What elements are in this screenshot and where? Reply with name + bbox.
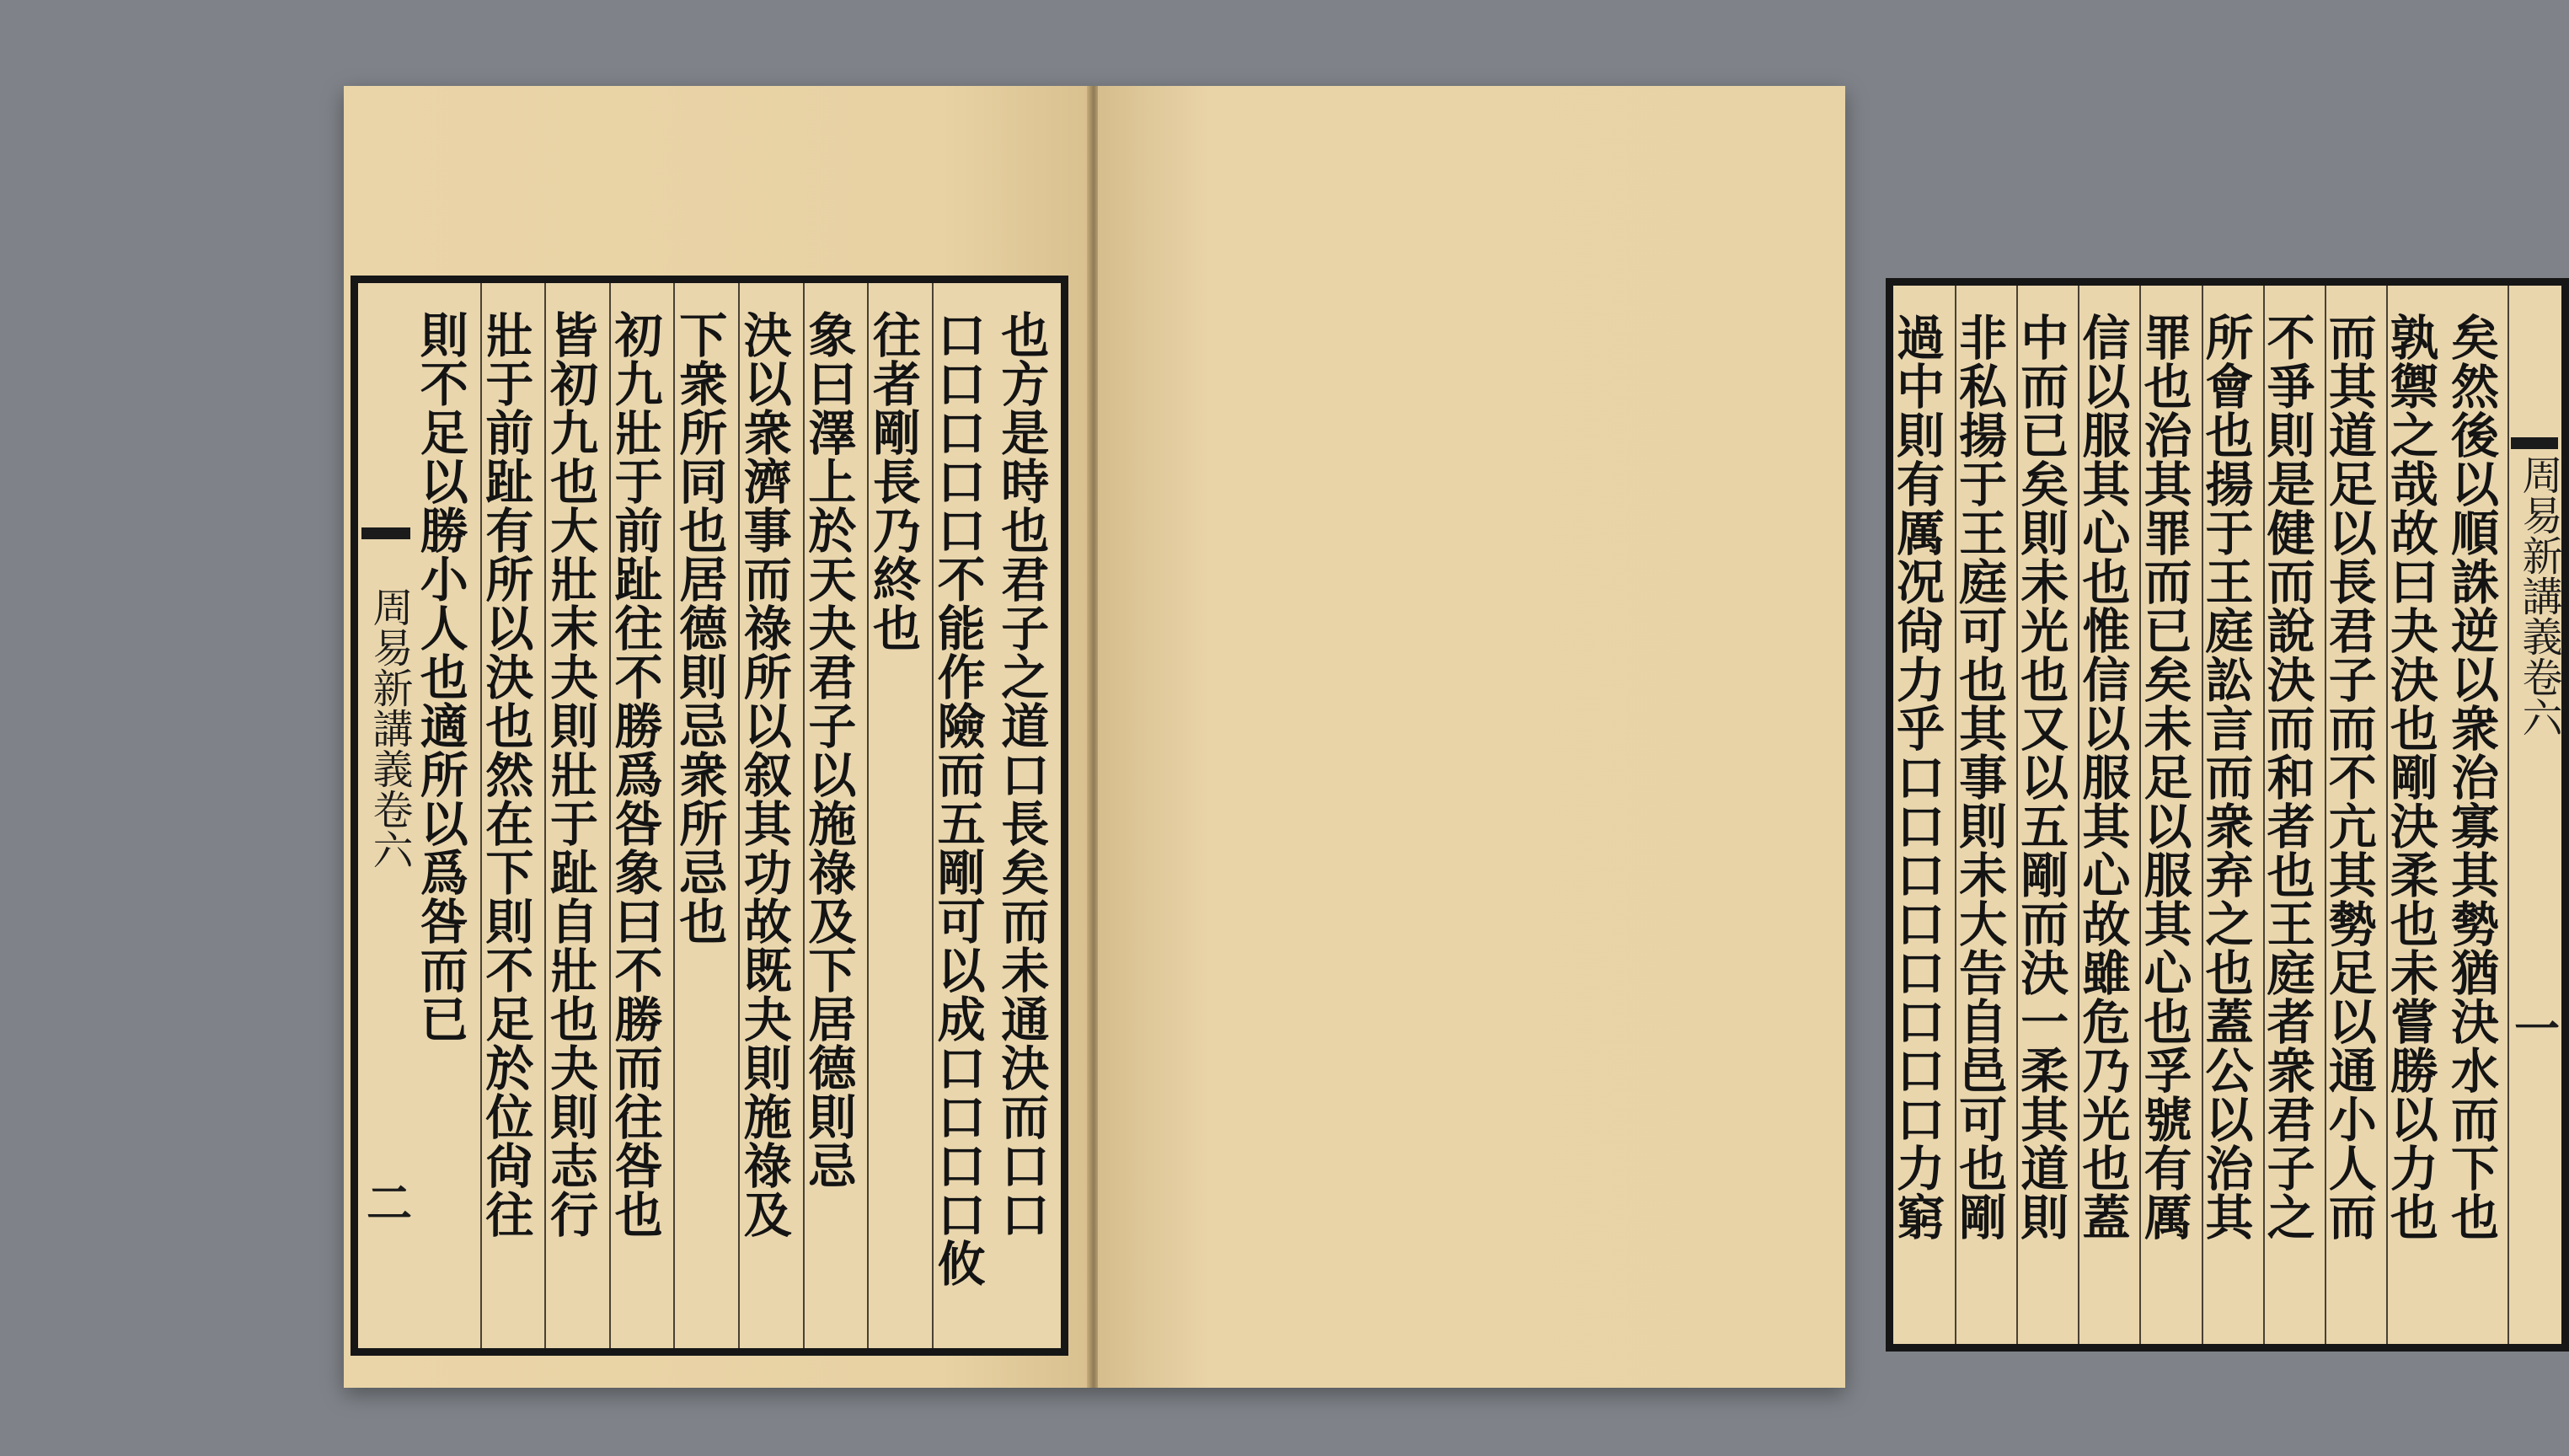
text-column — [477, 283, 545, 1348]
text-column — [609, 283, 674, 1348]
left-page-frame — [351, 276, 1068, 1356]
text-column — [2382, 286, 2448, 1344]
open-book — [344, 86, 2562, 1388]
text-column — [2012, 286, 2078, 1344]
right-page — [1098, 86, 2562, 1388]
text-column — [2074, 286, 2139, 1344]
margin-book-title: 周易新講義卷六 — [366, 586, 413, 870]
column-text: 初九壯于前趾往不勝爲咎象曰不勝而往咎也 — [607, 310, 664, 1239]
page-number: 一 — [2514, 1002, 2560, 1056]
text-column — [738, 283, 803, 1348]
text-column — [2320, 286, 2386, 1344]
text-column — [673, 283, 738, 1348]
text-column — [1951, 286, 2016, 1344]
column-text: 過中則有厲况尙力乎口口口口口口口口力窮 — [1888, 313, 1945, 1241]
text-column — [544, 283, 609, 1348]
column-text: 信以服其心也惟信以服其心故雖危乃光也蓋 — [2074, 313, 2131, 1241]
column-text: 所會也揚于王庭訟言而衆弃之也蓋公以治其 — [2197, 313, 2255, 1241]
text-column — [2443, 286, 2509, 1344]
column-text: 孰禦之哉故曰夬決也剛決柔也未嘗勝以力也 — [2382, 313, 2439, 1241]
text-column — [864, 283, 932, 1348]
left-text-columns — [412, 283, 1061, 1348]
page-number: 二 — [367, 1176, 412, 1230]
column-text: 象曰澤上於天夬君子以施祿及下居德則忌 — [800, 310, 857, 1190]
margin-book-title: 周易新講義卷六 — [2515, 454, 2562, 737]
column-text: 決以衆濟事而祿所以叙其功故既夬則施祿及 — [736, 310, 793, 1239]
text-column — [2259, 286, 2325, 1344]
text-column — [2197, 286, 2263, 1344]
fishtail-mark — [2511, 437, 2558, 449]
left-page — [344, 86, 1089, 1388]
fishtail-mark — [361, 527, 410, 539]
right-margin-column — [2507, 286, 2561, 1344]
text-column — [1888, 286, 1955, 1344]
column-text: 口口口口口不能作險而五剛可以成口口口口攸 — [929, 310, 987, 1287]
right-page-frame — [1886, 278, 2569, 1352]
column-text: 皆初九也大壯末夬則壯于趾自壯也夬則志行 — [542, 310, 599, 1239]
text-column — [993, 283, 1061, 1348]
column-text: 非私揚于王庭可也其事則未大告自邑可也剛 — [1951, 313, 2008, 1241]
column-text: 往者剛長乃終也 — [864, 310, 922, 652]
column-text: 也方是時也君子之道口長矣而未通決而口口 — [993, 310, 1050, 1239]
column-text: 下衆所同也居德則忌衆所忌也 — [671, 310, 728, 945]
column-text: 則不足以勝小人也適所以爲咎而已 — [412, 310, 469, 1043]
column-text: 矣然後以順誅逆以衆治寡其勢猶決水而下也 — [2443, 313, 2500, 1241]
column-text: 壯于前趾有所以決也然在下則不足於位尙往 — [477, 310, 534, 1239]
right-text-columns — [1888, 286, 2509, 1344]
text-column — [2135, 286, 2201, 1344]
column-text: 罪也治其罪而已矣未足以服其心也孚號有厲 — [2135, 313, 2192, 1241]
text-column — [800, 283, 868, 1348]
text-column — [929, 283, 997, 1348]
column-text: 不爭則是健而說決而和者也王庭者衆君子之 — [2259, 313, 2316, 1241]
column-text: 而其道足以長君子而不亢其勢足以通小人而 — [2320, 313, 2378, 1241]
text-column — [412, 283, 480, 1348]
column-text: 中而已矣則未光也又以五剛而決一柔其道則 — [2012, 313, 2069, 1241]
